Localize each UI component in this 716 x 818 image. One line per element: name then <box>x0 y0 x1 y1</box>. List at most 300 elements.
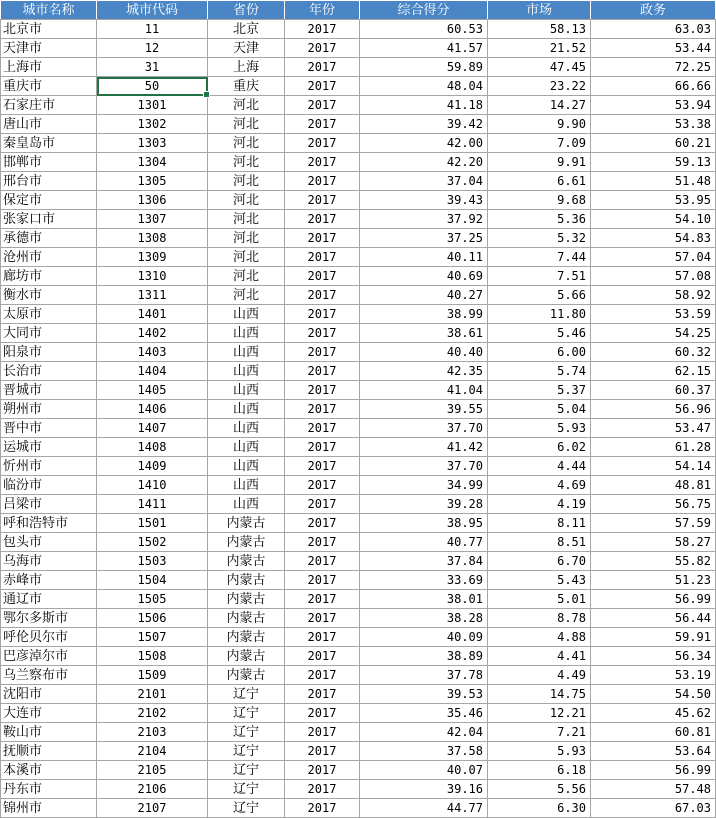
cell-year[interactable]: 2017 <box>285 647 360 666</box>
cell-province[interactable]: 河北 <box>208 172 285 191</box>
header-government[interactable]: 政务 <box>591 1 716 20</box>
cell-province[interactable]: 山西 <box>208 457 285 476</box>
cell-year[interactable]: 2017 <box>285 628 360 647</box>
cell-city-name[interactable]: 赤峰市 <box>1 571 97 590</box>
cell-composite-score[interactable]: 40.77 <box>360 533 488 552</box>
cell-government[interactable]: 53.38 <box>591 115 716 134</box>
cell-market[interactable]: 4.69 <box>488 476 591 495</box>
cell-city-code[interactable]: 1404 <box>97 362 208 381</box>
cell-market[interactable]: 5.32 <box>488 229 591 248</box>
cell-city-name[interactable]: 吕梁市 <box>1 495 97 514</box>
cell-city-name[interactable]: 秦皇岛市 <box>1 134 97 153</box>
cell-market[interactable]: 9.68 <box>488 191 591 210</box>
cell-city-code[interactable]: 1407 <box>97 419 208 438</box>
cell-city-name[interactable]: 张家口市 <box>1 210 97 229</box>
cell-market[interactable]: 4.88 <box>488 628 591 647</box>
cell-city-code[interactable]: 1411 <box>97 495 208 514</box>
cell-market[interactable]: 5.93 <box>488 742 591 761</box>
cell-year[interactable]: 2017 <box>285 305 360 324</box>
cell-year[interactable]: 2017 <box>285 362 360 381</box>
cell-city-code[interactable]: 1501 <box>97 514 208 533</box>
cell-market[interactable]: 8.78 <box>488 609 591 628</box>
cell-city-code[interactable]: 1405 <box>97 381 208 400</box>
cell-city-name[interactable]: 长治市 <box>1 362 97 381</box>
cell-market[interactable]: 4.19 <box>488 495 591 514</box>
cell-city-name[interactable]: 邢台市 <box>1 172 97 191</box>
cell-year[interactable]: 2017 <box>285 153 360 172</box>
cell-city-name[interactable]: 乌海市 <box>1 552 97 571</box>
cell-market[interactable]: 9.91 <box>488 153 591 172</box>
cell-year[interactable]: 2017 <box>285 77 360 96</box>
cell-composite-score[interactable]: 40.09 <box>360 628 488 647</box>
cell-year[interactable]: 2017 <box>285 514 360 533</box>
cell-province[interactable]: 山西 <box>208 476 285 495</box>
cell-province[interactable]: 河北 <box>208 134 285 153</box>
header-city-code[interactable]: 城市代码 <box>97 1 208 20</box>
cell-government[interactable]: 57.08 <box>591 267 716 286</box>
cell-composite-score[interactable]: 37.58 <box>360 742 488 761</box>
cell-government[interactable]: 57.59 <box>591 514 716 533</box>
cell-government[interactable]: 53.64 <box>591 742 716 761</box>
cell-government[interactable]: 56.99 <box>591 761 716 780</box>
cell-market[interactable]: 5.04 <box>488 400 591 419</box>
cell-city-code[interactable]: 1409 <box>97 457 208 476</box>
cell-city-code[interactable]: 1311 <box>97 286 208 305</box>
cell-composite-score[interactable]: 39.16 <box>360 780 488 799</box>
cell-composite-score[interactable]: 33.69 <box>360 571 488 590</box>
cell-year[interactable]: 2017 <box>285 723 360 742</box>
cell-composite-score[interactable]: 39.42 <box>360 115 488 134</box>
cell-government[interactable]: 57.48 <box>591 780 716 799</box>
cell-market[interactable]: 5.56 <box>488 780 591 799</box>
cell-government[interactable]: 72.25 <box>591 58 716 77</box>
cell-city-name[interactable]: 晋中市 <box>1 419 97 438</box>
cell-composite-score[interactable]: 40.27 <box>360 286 488 305</box>
cell-market[interactable]: 5.01 <box>488 590 591 609</box>
cell-government[interactable]: 56.96 <box>591 400 716 419</box>
cell-year[interactable]: 2017 <box>285 267 360 286</box>
cell-market[interactable]: 5.74 <box>488 362 591 381</box>
cell-city-code[interactable]: 2103 <box>97 723 208 742</box>
cell-composite-score[interactable]: 40.07 <box>360 761 488 780</box>
cell-government[interactable]: 59.91 <box>591 628 716 647</box>
cell-year[interactable]: 2017 <box>285 172 360 191</box>
cell-government[interactable]: 45.62 <box>591 704 716 723</box>
cell-province[interactable]: 山西 <box>208 419 285 438</box>
cell-composite-score[interactable]: 42.35 <box>360 362 488 381</box>
cell-year[interactable]: 2017 <box>285 96 360 115</box>
cell-city-code[interactable]: 1307 <box>97 210 208 229</box>
cell-government[interactable]: 57.04 <box>591 248 716 267</box>
cell-city-name[interactable]: 天津市 <box>1 39 97 58</box>
fill-handle[interactable] <box>203 91 210 98</box>
cell-city-name[interactable]: 鄂尔多斯市 <box>1 609 97 628</box>
header-province[interactable]: 省份 <box>208 1 285 20</box>
cell-city-code[interactable]: 1505 <box>97 590 208 609</box>
cell-province[interactable]: 内蒙古 <box>208 590 285 609</box>
cell-market[interactable]: 5.37 <box>488 381 591 400</box>
cell-composite-score[interactable]: 48.04 <box>360 77 488 96</box>
cell-government[interactable]: 54.14 <box>591 457 716 476</box>
cell-year[interactable]: 2017 <box>285 343 360 362</box>
cell-government[interactable]: 63.03 <box>591 20 716 39</box>
cell-year[interactable]: 2017 <box>285 324 360 343</box>
cell-composite-score[interactable]: 40.11 <box>360 248 488 267</box>
cell-city-name[interactable]: 抚顺市 <box>1 742 97 761</box>
cell-market[interactable]: 5.46 <box>488 324 591 343</box>
header-year[interactable]: 年份 <box>285 1 360 20</box>
cell-market[interactable]: 23.22 <box>488 77 591 96</box>
cell-year[interactable]: 2017 <box>285 210 360 229</box>
cell-government[interactable]: 54.25 <box>591 324 716 343</box>
cell-market[interactable]: 7.44 <box>488 248 591 267</box>
cell-province[interactable]: 河北 <box>208 229 285 248</box>
cell-composite-score[interactable]: 41.57 <box>360 39 488 58</box>
cell-market[interactable]: 6.61 <box>488 172 591 191</box>
cell-city-name[interactable]: 廊坊市 <box>1 267 97 286</box>
cell-city-code[interactable]: 1509 <box>97 666 208 685</box>
cell-composite-score[interactable]: 40.69 <box>360 267 488 286</box>
cell-government[interactable]: 54.83 <box>591 229 716 248</box>
cell-city-code[interactable]: 1305 <box>97 172 208 191</box>
cell-city-name[interactable]: 北京市 <box>1 20 97 39</box>
cell-city-code[interactable]: 1507 <box>97 628 208 647</box>
cell-composite-score[interactable]: 59.89 <box>360 58 488 77</box>
cell-year[interactable]: 2017 <box>285 58 360 77</box>
cell-year[interactable]: 2017 <box>285 495 360 514</box>
cell-government[interactable]: 60.37 <box>591 381 716 400</box>
cell-city-code[interactable]: 1403 <box>97 343 208 362</box>
cell-year[interactable]: 2017 <box>285 229 360 248</box>
cell-year[interactable]: 2017 <box>285 39 360 58</box>
cell-government[interactable]: 67.03 <box>591 799 716 818</box>
cell-city-name[interactable]: 呼和浩特市 <box>1 514 97 533</box>
cell-city-code[interactable]: 1406 <box>97 400 208 419</box>
cell-government[interactable]: 62.15 <box>591 362 716 381</box>
cell-year[interactable]: 2017 <box>285 248 360 267</box>
cell-province[interactable]: 河北 <box>208 210 285 229</box>
cell-composite-score[interactable]: 38.28 <box>360 609 488 628</box>
cell-composite-score[interactable]: 39.53 <box>360 685 488 704</box>
cell-year[interactable]: 2017 <box>285 20 360 39</box>
cell-province[interactable]: 山西 <box>208 495 285 514</box>
cell-province[interactable]: 内蒙古 <box>208 533 285 552</box>
cell-city-code[interactable]: 1502 <box>97 533 208 552</box>
cell-composite-score[interactable]: 37.84 <box>360 552 488 571</box>
cell-city-name[interactable]: 邯郸市 <box>1 153 97 172</box>
cell-city-name[interactable]: 太原市 <box>1 305 97 324</box>
cell-composite-score[interactable]: 39.28 <box>360 495 488 514</box>
cell-city-name[interactable]: 呼伦贝尔市 <box>1 628 97 647</box>
cell-year[interactable]: 2017 <box>285 134 360 153</box>
cell-province[interactable]: 辽宁 <box>208 780 285 799</box>
cell-market[interactable]: 6.70 <box>488 552 591 571</box>
cell-year[interactable]: 2017 <box>285 666 360 685</box>
cell-city-name[interactable]: 本溪市 <box>1 761 97 780</box>
cell-government[interactable]: 56.99 <box>591 590 716 609</box>
cell-composite-score[interactable]: 37.92 <box>360 210 488 229</box>
cell-city-name[interactable]: 朔州市 <box>1 400 97 419</box>
cell-province[interactable]: 河北 <box>208 286 285 305</box>
cell-city-code[interactable]: 12 <box>97 39 208 58</box>
cell-market[interactable]: 6.30 <box>488 799 591 818</box>
cell-composite-score[interactable]: 37.70 <box>360 419 488 438</box>
cell-city-name[interactable]: 唐山市 <box>1 115 97 134</box>
cell-government[interactable]: 55.82 <box>591 552 716 571</box>
cell-year[interactable]: 2017 <box>285 704 360 723</box>
cell-government[interactable]: 56.75 <box>591 495 716 514</box>
cell-government[interactable]: 53.19 <box>591 666 716 685</box>
cell-province[interactable]: 河北 <box>208 153 285 172</box>
cell-composite-score[interactable]: 37.70 <box>360 457 488 476</box>
cell-province[interactable]: 山西 <box>208 305 285 324</box>
cell-city-name[interactable]: 通辽市 <box>1 590 97 609</box>
cell-government[interactable]: 48.81 <box>591 476 716 495</box>
header-city-name[interactable]: 城市名称 <box>1 1 97 20</box>
cell-composite-score[interactable]: 39.55 <box>360 400 488 419</box>
cell-year[interactable]: 2017 <box>285 381 360 400</box>
cell-year[interactable]: 2017 <box>285 609 360 628</box>
cell-market[interactable]: 9.90 <box>488 115 591 134</box>
cell-market[interactable]: 47.45 <box>488 58 591 77</box>
cell-composite-score[interactable]: 60.53 <box>360 20 488 39</box>
cell-government[interactable]: 53.94 <box>591 96 716 115</box>
cell-government[interactable]: 66.66 <box>591 77 716 96</box>
cell-city-name[interactable]: 巴彦淖尔市 <box>1 647 97 666</box>
cell-province[interactable]: 内蒙古 <box>208 647 285 666</box>
cell-province[interactable]: 内蒙古 <box>208 514 285 533</box>
cell-city-code[interactable]: 11 <box>97 20 208 39</box>
cell-market[interactable]: 5.66 <box>488 286 591 305</box>
cell-market[interactable]: 5.36 <box>488 210 591 229</box>
cell-city-code[interactable]: 1402 <box>97 324 208 343</box>
cell-year[interactable]: 2017 <box>285 115 360 134</box>
cell-city-name[interactable]: 沈阳市 <box>1 685 97 704</box>
cell-year[interactable]: 2017 <box>285 552 360 571</box>
cell-city-code[interactable]: 1504 <box>97 571 208 590</box>
cell-province[interactable]: 河北 <box>208 248 285 267</box>
cell-city-name[interactable]: 鞍山市 <box>1 723 97 742</box>
cell-market[interactable]: 14.75 <box>488 685 591 704</box>
cell-province[interactable]: 山西 <box>208 324 285 343</box>
cell-market[interactable]: 7.21 <box>488 723 591 742</box>
cell-year[interactable]: 2017 <box>285 742 360 761</box>
cell-market[interactable]: 6.02 <box>488 438 591 457</box>
cell-year[interactable]: 2017 <box>285 191 360 210</box>
cell-province[interactable]: 内蒙古 <box>208 552 285 571</box>
cell-province[interactable]: 辽宁 <box>208 723 285 742</box>
cell-province[interactable]: 山西 <box>208 438 285 457</box>
cell-province[interactable]: 内蒙古 <box>208 628 285 647</box>
cell-government[interactable]: 53.95 <box>591 191 716 210</box>
cell-city-name[interactable]: 沧州市 <box>1 248 97 267</box>
cell-province[interactable]: 辽宁 <box>208 799 285 818</box>
cell-province[interactable]: 辽宁 <box>208 742 285 761</box>
cell-market[interactable]: 6.00 <box>488 343 591 362</box>
cell-province[interactable]: 内蒙古 <box>208 609 285 628</box>
cell-government[interactable]: 53.59 <box>591 305 716 324</box>
cell-composite-score[interactable]: 38.61 <box>360 324 488 343</box>
cell-city-name[interactable]: 石家庄市 <box>1 96 97 115</box>
cell-city-name[interactable]: 运城市 <box>1 438 97 457</box>
cell-city-code[interactable]: 50 <box>97 77 208 96</box>
cell-city-code[interactable]: 1304 <box>97 153 208 172</box>
cell-city-name[interactable]: 乌兰察布市 <box>1 666 97 685</box>
cell-composite-score[interactable]: 35.46 <box>360 704 488 723</box>
cell-city-name[interactable]: 包头市 <box>1 533 97 552</box>
cell-composite-score[interactable]: 41.18 <box>360 96 488 115</box>
cell-city-name[interactable]: 锦州市 <box>1 799 97 818</box>
cell-government[interactable]: 54.50 <box>591 685 716 704</box>
cell-province[interactable]: 山西 <box>208 362 285 381</box>
cell-city-name[interactable]: 大连市 <box>1 704 97 723</box>
cell-city-code[interactable]: 31 <box>97 58 208 77</box>
cell-city-code[interactable]: 1408 <box>97 438 208 457</box>
cell-government[interactable]: 60.32 <box>591 343 716 362</box>
header-market[interactable]: 市场 <box>488 1 591 20</box>
cell-composite-score[interactable]: 37.78 <box>360 666 488 685</box>
cell-province[interactable]: 辽宁 <box>208 685 285 704</box>
cell-province[interactable]: 上海 <box>208 58 285 77</box>
cell-province[interactable]: 内蒙古 <box>208 666 285 685</box>
cell-city-code[interactable]: 2107 <box>97 799 208 818</box>
cell-year[interactable]: 2017 <box>285 590 360 609</box>
cell-market[interactable]: 14.27 <box>488 96 591 115</box>
cell-city-code[interactable]: 1308 <box>97 229 208 248</box>
cell-city-code[interactable]: 1503 <box>97 552 208 571</box>
cell-city-name[interactable]: 晋城市 <box>1 381 97 400</box>
cell-composite-score[interactable]: 38.95 <box>360 514 488 533</box>
cell-market[interactable]: 8.51 <box>488 533 591 552</box>
cell-composite-score[interactable]: 38.99 <box>360 305 488 324</box>
cell-province[interactable]: 河北 <box>208 267 285 286</box>
cell-city-name[interactable]: 临汾市 <box>1 476 97 495</box>
cell-government[interactable]: 51.23 <box>591 571 716 590</box>
cell-market[interactable]: 5.43 <box>488 571 591 590</box>
cell-government[interactable]: 58.27 <box>591 533 716 552</box>
cell-market[interactable]: 4.49 <box>488 666 591 685</box>
cell-year[interactable]: 2017 <box>285 533 360 552</box>
cell-composite-score[interactable]: 41.42 <box>360 438 488 457</box>
cell-city-code[interactable]: 2106 <box>97 780 208 799</box>
cell-city-code[interactable]: 2102 <box>97 704 208 723</box>
cell-composite-score[interactable]: 42.00 <box>360 134 488 153</box>
cell-government[interactable]: 51.48 <box>591 172 716 191</box>
cell-year[interactable]: 2017 <box>285 685 360 704</box>
cell-market[interactable]: 4.41 <box>488 647 591 666</box>
cell-year[interactable]: 2017 <box>285 400 360 419</box>
cell-government[interactable]: 53.44 <box>591 39 716 58</box>
cell-city-code[interactable]: 2101 <box>97 685 208 704</box>
cell-city-name[interactable]: 衡水市 <box>1 286 97 305</box>
cell-province[interactable]: 河北 <box>208 115 285 134</box>
cell-city-code[interactable]: 2104 <box>97 742 208 761</box>
cell-year[interactable]: 2017 <box>285 286 360 305</box>
cell-composite-score[interactable]: 42.20 <box>360 153 488 172</box>
cell-composite-score[interactable]: 37.25 <box>360 229 488 248</box>
cell-market[interactable]: 12.21 <box>488 704 591 723</box>
cell-market[interactable]: 11.80 <box>488 305 591 324</box>
cell-government[interactable]: 60.21 <box>591 134 716 153</box>
cell-province[interactable]: 辽宁 <box>208 704 285 723</box>
cell-province[interactable]: 北京 <box>208 20 285 39</box>
cell-composite-score[interactable]: 38.89 <box>360 647 488 666</box>
cell-city-code[interactable]: 1301 <box>97 96 208 115</box>
cell-province[interactable]: 天津 <box>208 39 285 58</box>
cell-province[interactable]: 山西 <box>208 400 285 419</box>
cell-market[interactable]: 7.09 <box>488 134 591 153</box>
cell-government[interactable]: 56.34 <box>591 647 716 666</box>
cell-city-name[interactable]: 上海市 <box>1 58 97 77</box>
cell-city-code[interactable]: 1302 <box>97 115 208 134</box>
cell-composite-score[interactable]: 44.77 <box>360 799 488 818</box>
cell-province[interactable]: 重庆 <box>208 77 285 96</box>
cell-government[interactable]: 53.47 <box>591 419 716 438</box>
cell-market[interactable]: 58.13 <box>488 20 591 39</box>
cell-city-code[interactable]: 2105 <box>97 761 208 780</box>
cell-market[interactable]: 6.18 <box>488 761 591 780</box>
cell-year[interactable]: 2017 <box>285 438 360 457</box>
cell-city-code[interactable]: 1506 <box>97 609 208 628</box>
cell-year[interactable]: 2017 <box>285 457 360 476</box>
cell-city-code[interactable]: 1401 <box>97 305 208 324</box>
cell-market[interactable]: 5.93 <box>488 419 591 438</box>
cell-year[interactable]: 2017 <box>285 780 360 799</box>
cell-province[interactable]: 内蒙古 <box>208 571 285 590</box>
cell-city-name[interactable]: 承德市 <box>1 229 97 248</box>
cell-market[interactable]: 8.11 <box>488 514 591 533</box>
cell-government[interactable]: 59.13 <box>591 153 716 172</box>
cell-province[interactable]: 河北 <box>208 191 285 210</box>
cell-city-code[interactable]: 1310 <box>97 267 208 286</box>
cell-city-code[interactable]: 1303 <box>97 134 208 153</box>
cell-city-code[interactable]: 1508 <box>97 647 208 666</box>
header-composite-score[interactable]: 综合得分 <box>360 1 488 20</box>
cell-government[interactable]: 60.81 <box>591 723 716 742</box>
cell-composite-score[interactable]: 41.04 <box>360 381 488 400</box>
cell-year[interactable]: 2017 <box>285 476 360 495</box>
cell-year[interactable]: 2017 <box>285 419 360 438</box>
cell-market[interactable]: 4.44 <box>488 457 591 476</box>
cell-province[interactable]: 河北 <box>208 96 285 115</box>
cell-market[interactable]: 21.52 <box>488 39 591 58</box>
cell-city-name[interactable]: 丹东市 <box>1 780 97 799</box>
cell-government[interactable]: 58.92 <box>591 286 716 305</box>
cell-city-code[interactable]: 1306 <box>97 191 208 210</box>
cell-city-code[interactable]: 1309 <box>97 248 208 267</box>
cell-government[interactable]: 54.10 <box>591 210 716 229</box>
cell-province[interactable]: 山西 <box>208 343 285 362</box>
cell-year[interactable]: 2017 <box>285 761 360 780</box>
cell-composite-score[interactable]: 37.04 <box>360 172 488 191</box>
cell-city-name[interactable]: 重庆市 <box>1 77 97 96</box>
cell-city-name[interactable]: 保定市 <box>1 191 97 210</box>
cell-government[interactable]: 56.44 <box>591 609 716 628</box>
cell-government[interactable]: 61.28 <box>591 438 716 457</box>
cell-province[interactable]: 山西 <box>208 381 285 400</box>
cell-market[interactable]: 7.51 <box>488 267 591 286</box>
cell-composite-score[interactable]: 39.43 <box>360 191 488 210</box>
cell-composite-score[interactable]: 40.40 <box>360 343 488 362</box>
cell-city-name[interactable]: 大同市 <box>1 324 97 343</box>
cell-province[interactable]: 辽宁 <box>208 761 285 780</box>
cell-year[interactable]: 2017 <box>285 571 360 590</box>
cell-composite-score[interactable]: 38.01 <box>360 590 488 609</box>
cell-city-name[interactable]: 阳泉市 <box>1 343 97 362</box>
cell-city-name[interactable]: 忻州市 <box>1 457 97 476</box>
cell-composite-score[interactable]: 42.04 <box>360 723 488 742</box>
cell-city-code[interactable]: 1410 <box>97 476 208 495</box>
